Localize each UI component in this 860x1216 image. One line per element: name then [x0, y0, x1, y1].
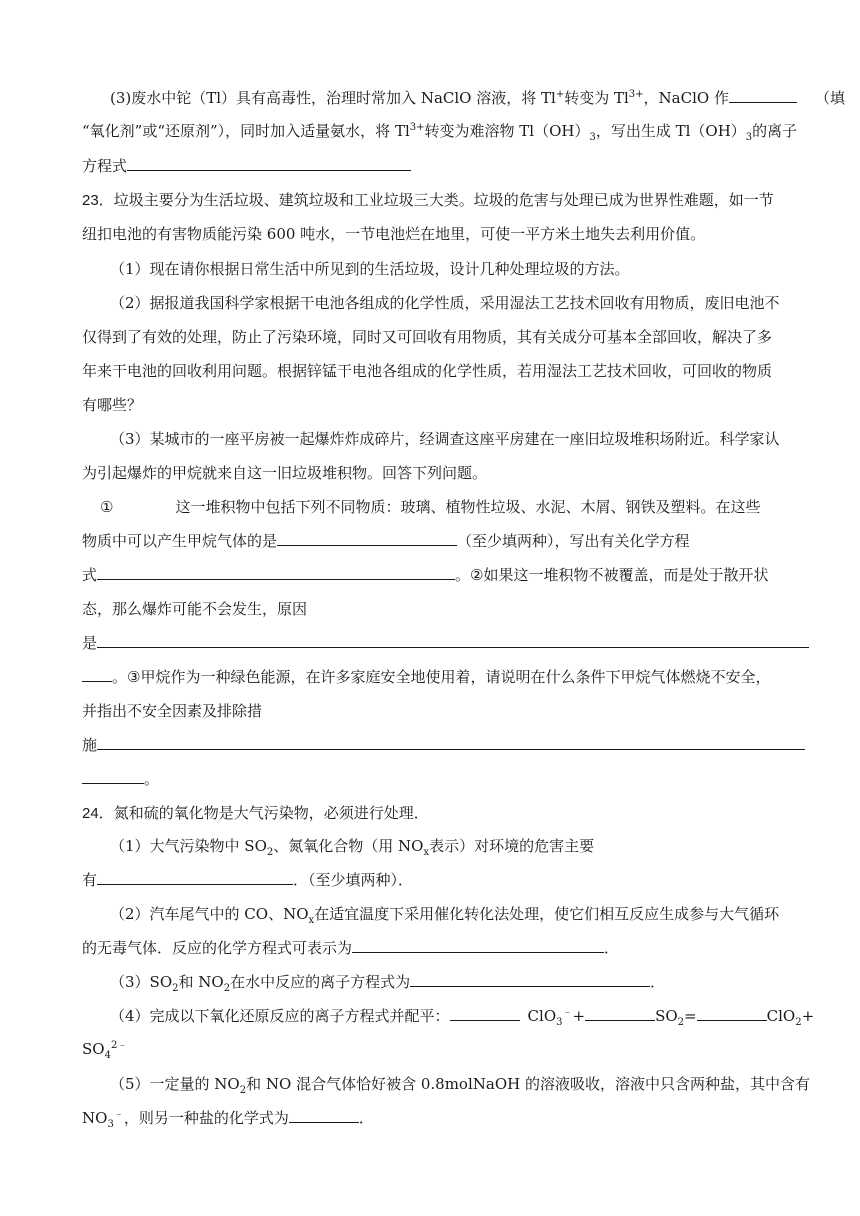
q23-sub3-line1: 。③甲烷作为一种绿色能源，在许多家庭安全地使用着，请说明在什么条件下甲烷气体燃烧不安全， — [82, 667, 810, 687]
answer-blank[interactable] — [585, 1006, 655, 1021]
q23-part3-line2: 为引起爆炸的甲烷就来自这一旧垃圾堆积物。回答下列问题。 — [82, 464, 488, 482]
q22-part3-line1: (3)废水中铊（Tl）具有高毒性，治理时常加入 NaClO 溶液，将 Tl+转变为 $Tl^{3+}$，NaClO 作 （填 — [110, 89, 845, 107]
q24-part4-line1: （4）完成以下氧化还原反应的离子方程式并配平： $ClO_3^﹣+ SO_2= ClO_2+$ — [110, 1007, 815, 1028]
answer-blank[interactable] — [352, 938, 604, 953]
q24-stem: 24．氮和硫的氧化物是大气污染物，必须进行处理． — [82, 804, 429, 822]
answer-blank[interactable] — [97, 633, 809, 648]
answer-blank[interactable] — [127, 156, 411, 171]
question-number: 23． — [82, 192, 114, 209]
answer-blank[interactable] — [97, 735, 805, 750]
q23-part2-line4: 有哪些？ — [82, 396, 143, 414]
q24-part5-line1: （5）一定量的 $NO_2$和 NO 混合气体恰好被含 0.8molNaOH 的溶液吸收，溶液中只含两种盐，其中含有 — [110, 1075, 810, 1096]
answer-blank[interactable] — [289, 1108, 359, 1123]
q23-sub2-line3: 是 — [82, 633, 810, 653]
answer-blank[interactable] — [82, 667, 112, 682]
answer-blank[interactable] — [729, 88, 797, 103]
q23-stem-line2: 纽扣电池的有害物质能污染 600 吨水，一节电池烂在地里，可使一平方米土地失去利用价值。 — [82, 225, 706, 243]
q24-part3: $(3)SO_2$和 $NO_2$在水中反应的离子方程式为 ． — [110, 973, 666, 994]
answer-blank[interactable] — [450, 1006, 520, 1021]
question-number: 24． — [82, 805, 114, 822]
q22-part3-line3: 方程式 — [82, 156, 810, 176]
q23-sub3-line3: 施 — [82, 735, 810, 755]
q24-part2-line1: （2）汽车尾气中的 CO、$NO_x$在适宜温度下采用催化转化法处理，使它们相互反应生成参与大气循环 — [110, 905, 780, 926]
q23-sub1-line3: 式 。②如果这一堆积物不被覆盖，而是处于散开状 — [82, 566, 769, 584]
q23-part3-line1: （3）某城市的一座平房被一起爆炸炸成碎片，经调查这座平房建在一座旧垃圾堆积场附近。科学家认 — [110, 430, 780, 448]
q23-part2-line3: 年来干电池的回收利用问题。根据锌锰干电池各组成的化学性质，若用湿法工艺技术回收，可回收的物质 — [82, 362, 773, 380]
q23-part1: （1）现在请你根据日常生活中所见到的生活垃圾，设计几种处理垃圾的方法。 — [110, 260, 630, 278]
answer-blank[interactable] — [697, 1006, 767, 1021]
answer-blank[interactable] — [97, 870, 293, 885]
circled-number-3: ③ — [127, 668, 141, 686]
q23-stem-line1: 23．垃圾主要分为生活垃圾、建筑垃圾和工业垃圾三大类。垃圾的危害与处理已成为世界性难题，如一节 — [82, 191, 774, 209]
circled-number-1: ① — [100, 498, 114, 516]
q23-sub1-line1: ① 这一堆积物中包括下列不同物质：玻璃、植物性垃圾、水泥、木屑、钢铁及塑料。在这些 — [100, 498, 761, 516]
q24-part5-line2: $NO_3^﹣$，则另一种盐的化学式为 ． — [82, 1109, 374, 1130]
q23-sub2-line2: 态，那么爆炸可能不会发生，原因 — [82, 600, 308, 618]
q23-sub3-line2: 并指出不安全因素及排除措 — [82, 702, 263, 720]
q22-part3-line2: “氧化剂”或“还原剂”），同时加入适量氨水，将 $Tl^{3+}$转变为难溶物 $Tl(OH)_3$，写出生成 $Tl(OH)_3$的离子 — [82, 122, 798, 143]
q23-part2-line2: 仅得到了有效的处理，防止了污染环境，同时又可回收有用物质，其有关成分可基本全部回收，解决了多 — [82, 328, 773, 346]
q23-part2-line1: （2）据报道我国科学家根据干电池各组成的化学性质，采用湿法工艺技术回收有用物质，废旧电池不 — [110, 294, 780, 312]
answer-blank[interactable] — [82, 769, 144, 784]
q24-part1-line2: 有 ．（至少填两种）． — [82, 871, 414, 889]
circled-number-2: ② — [470, 566, 484, 584]
q23-sub1-line2: 物质中可以产生甲烷气体的是 （至少填两种），写出有关化学方程 — [82, 532, 690, 550]
answer-blank[interactable] — [410, 972, 650, 987]
q24-part1-line1: （1）大气污染物中 $SO_2$、氮氧化合物（用 $NO_x$表示）对环境的危害主要 — [110, 837, 595, 858]
q24-part2-line2: 的无毒气体．反应的化学方程式可表示为 ． — [82, 939, 620, 957]
answer-blank[interactable] — [277, 531, 457, 546]
answer-blank[interactable] — [97, 565, 455, 580]
q23-sub3-line4: 。 — [82, 769, 810, 789]
q24-part4-line2: $SO_4^{2﹣}$ — [82, 1040, 128, 1061]
